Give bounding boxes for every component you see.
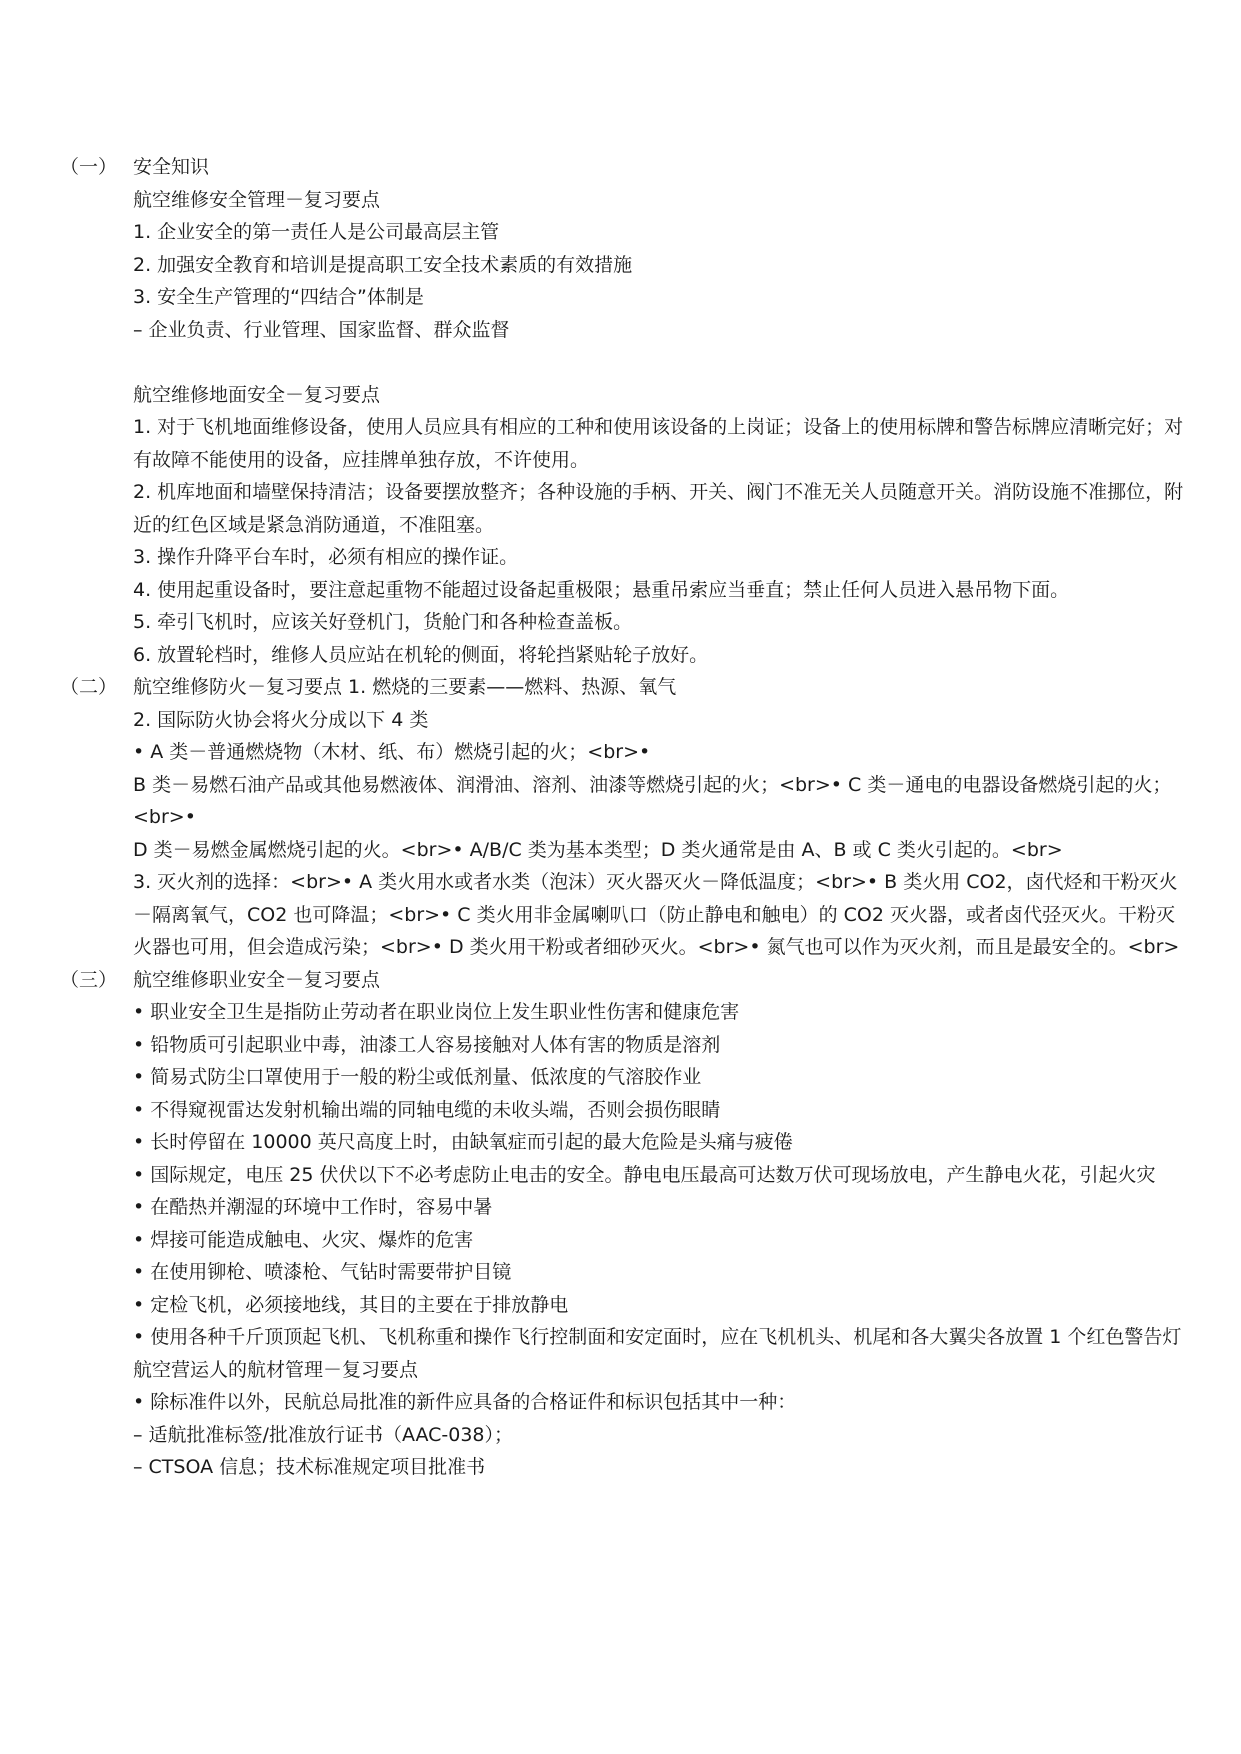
text-line: 2. 加强安全教育和培训是提高职工安全技术素质的有效措施 <box>133 253 633 276</box>
text-line: • 不得窥视雷达发射机输出端的同轴电缆的未收头端，否则会损伤眼睛 <box>133 1098 721 1121</box>
text-line: • 定检飞机，必须接地线，其目的主要在于排放静电 <box>133 1293 569 1316</box>
text-line: • 职业安全卫生是指防止劳动者在职业岗位上发生职业性伤害和健康危害 <box>133 1001 740 1023</box>
text-line: 1. 对于飞机地面维修设备，使用人员应具有相应的工种和使用该设备的上岗证；设备上的使用标牌和警告标牌应清晰完好；对有故障不能使用的设备，应挂牌单独存放，不许使用。 <box>133 416 1184 471</box>
text-line: • 简易式防尘口罩使用于一般的粉尘或低剂量、低浓度的气溶胶作业 <box>133 1066 702 1088</box>
text-line: • 在使用铆枪、喷漆枪、气钻时需要带护目镜 <box>133 1261 512 1283</box>
text-line: 6. 放置轮档时，维修人员应站在机轮的侧面，将轮挡紧贴轮子放好。 <box>133 643 709 666</box>
text-line: 航空营运人的航材管理－复习要点 <box>133 1358 419 1381</box>
text-line: 4. 使用起重设备时，要注意起重物不能超过设备起重极限；悬重吊索应当垂直；禁止任何人员进入悬吊物下面。 <box>133 578 1070 601</box>
text-line: – 企业负责、行业管理、国家监督、群众监督 <box>133 318 510 341</box>
text-line: 安全知识 <box>133 156 210 178</box>
text-line: – CTSOA 信息；技术标准规定项目批准书 <box>133 1456 486 1478</box>
text-line: B 类－易燃石油产品或其他易燃液体、润滑油、溶剂、油漆等燃烧引起的火；<br>• C 类－通电的电器设备燃烧引起的火；<br>• <box>133 773 1172 828</box>
text-line: 2. 机库地面和墙壁保持清洁；设备要摆放整齐；各种设施的手柄、开关、阀门不准无关人员随意开关。消防设施不准挪位，附近的红色区域是紧急消防通道，不准阻塞。 <box>133 481 1184 536</box>
document-body <box>60 151 1185 1484</box>
text-line: • 焊接可能造成触电、火灾、爆炸的危害 <box>133 1228 474 1251</box>
text-line: • 在酷热并潮湿的环境中工作时，容易中暑 <box>133 1196 493 1218</box>
text-line: 3. 灭火剂的选择：<br>• A 类火用水或者水类（泡沫）灭火器灭火－降低温度；<br>• B 类火用 CO2，卤代烃和干粉灭火－隔离氧气，CO2 也可降温；<br>• C 类火用非金属喇叭口（防止静电和触电）的 CO2 灭火器，或者卤代弪灭火。干粉灭火器也可用，但会造成污染；<br>• D 类火用干粉或者细砂灭火。<br>• 氮气也可以作为灭火剂，而且是最安全的。<br> <box>133 871 1180 958</box>
section-1 <box>60 151 1185 671</box>
text-line: 航空维修职业安全－复习要点 <box>133 968 381 991</box>
text-line: • A 类－普通燃烧物（木材、纸、布）燃烧引起的火；<br>• <box>133 741 651 763</box>
section-body <box>133 964 1185 1484</box>
text-line: • 使用各种千斤顶顶起飞机、飞机称重和操作飞行控制面和安定面时，应在飞机机头、机尾和各大翼尖各放置 1 个红色警告灯 <box>133 1326 1182 1348</box>
text-line: 3. 安全生产管理的“四结合”体制是 <box>133 286 424 308</box>
text-line: 1. 企业安全的第一责任人是公司最高层主管 <box>133 221 500 243</box>
text-line: 5. 牵引飞机时，应该关好登机门，货舱门和各种检查盖板。 <box>133 611 633 633</box>
blank-line <box>133 346 1185 379</box>
text-line: 航空维修安全管理－复习要点 <box>133 188 381 211</box>
section-label: （三） <box>60 968 118 991</box>
text-line: 航空维修地面安全－复习要点 <box>133 383 381 406</box>
text-line: – 适航批准标签/批准放行证书（AAC-038）； <box>133 1423 514 1446</box>
text-line: 航空维修防火－复习要点 1. 燃烧的三要素——燃料、热源、氧气 <box>133 676 677 698</box>
section-2 <box>60 671 1185 964</box>
section-body <box>133 671 1185 964</box>
section-label: （二） <box>60 676 118 698</box>
section-label: （一） <box>60 156 118 178</box>
section-3 <box>60 964 1185 1484</box>
text-line: • 长时停留在 10000 英尺高度上时，由缺氧症而引起的最大危险是头痛与疲倦 <box>133 1131 793 1153</box>
text-line: 3. 操作升降平台车时，必须有相应的操作证。 <box>133 546 519 568</box>
text-line: • 铅物质可引起职业中毒，油漆工人容易接触对人体有害的物质是溶剂 <box>133 1033 721 1056</box>
text-line: • 国际规定，电压 25 伏伏以下不必考虑防止电击的安全。静电电压最高可达数万伏可现场放电，产生静电火花，引起火灾 <box>133 1163 1156 1186</box>
text-line: D 类－易燃金属燃烧引起的火。<br>• A/B/C 类为基本类型；D 类火通常是由 A、B 或 C 类火引起的。<br> <box>133 838 1063 861</box>
text-line: 2. 国际防火协会将火分成以下 4 类 <box>133 708 429 731</box>
text-line: • 除标准件以外，民航总局批准的新件应具备的合格证件和标识包括其中一种： <box>133 1391 797 1413</box>
section-body <box>133 151 1185 671</box>
